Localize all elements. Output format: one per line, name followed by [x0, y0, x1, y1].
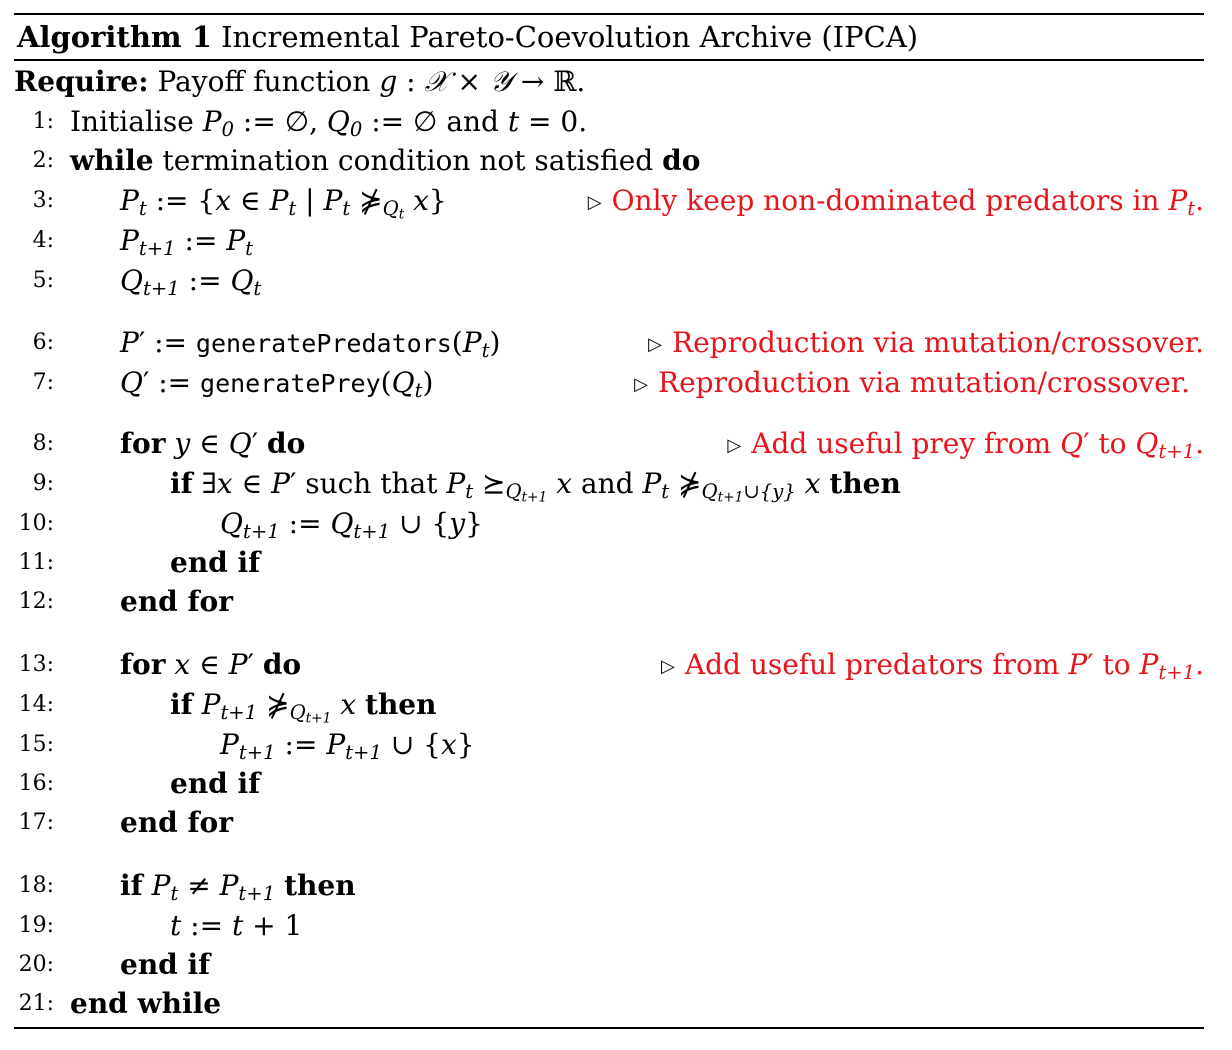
line-code: for x ∈ P′ do	[120, 648, 302, 681]
algorithm-line	[0, 365, 1232, 401]
require-label: Require:	[14, 65, 149, 98]
line-number: 6:	[32, 330, 54, 355]
line-code: $Q_{t+1}$ := $Q_{t+1}$ ∪ {y}	[220, 507, 483, 543]
line-code: end if	[170, 767, 261, 800]
algorithm-line	[0, 727, 1232, 763]
line-number: 14:	[18, 692, 54, 717]
line-code: P′ := $generatePredators(P_t)$	[120, 326, 501, 362]
line-number: 16:	[18, 771, 54, 796]
line-comment: ▷ Only keep non-dominated predators in $P_t$.	[587, 184, 1204, 220]
line-number: 18:	[18, 873, 54, 898]
line-code: $P_{t+1}$ := $P_t$	[120, 224, 254, 260]
algorithm-line	[0, 805, 1232, 841]
line-code: for y ∈ Q′ do	[120, 427, 306, 460]
comment-triangle-icon: ▷	[634, 374, 648, 396]
algorithm-line	[0, 647, 1232, 683]
line-number: 9:	[32, 471, 54, 496]
line-number: 2:	[32, 148, 54, 173]
algorithm-line	[0, 506, 1232, 542]
line-code: if $P_{t+1}$ $⋡_{Q_{t+1}}$ x then	[170, 688, 437, 727]
line-number: 19:	[18, 913, 54, 938]
algorithm-line	[0, 584, 1232, 620]
algorithm-line	[0, 183, 1232, 223]
comment-triangle-icon: ▷	[661, 656, 675, 678]
line-number: 7:	[32, 370, 54, 395]
line-code: end for	[120, 806, 233, 839]
line-code: $Q_{t+1}$ := $Q_t$	[120, 264, 262, 300]
line-number: 11:	[18, 550, 54, 575]
line-code: end for	[120, 585, 233, 618]
caption-rule	[14, 59, 1204, 61]
line-comment: ▷ Add useful predators from P′ to $P_{t+1}$.	[661, 648, 1204, 684]
algorithm-caption	[17, 19, 918, 55]
line-number: 20:	[18, 952, 54, 977]
algorithm-line	[0, 466, 1232, 506]
comment-triangle-icon: ▷	[587, 192, 602, 214]
line-number: 12:	[18, 589, 54, 614]
algorithm-line	[0, 868, 1232, 904]
line-number: 13:	[18, 652, 54, 677]
algorithm-line	[0, 104, 1232, 140]
comment-triangle-icon: ▷	[648, 334, 662, 356]
algorithm-line	[0, 908, 1232, 944]
line-code: while termination condition not satisfied do	[70, 144, 701, 177]
line-number: 3:	[32, 188, 54, 213]
line-code: if ∃x ∈ P′ such that $P_t$ $⪰_{Q_{t+1}}$ x and $P_t$ $⋡_{Q_{t+1}\cup\{y\}}$ x then	[170, 467, 901, 506]
line-code: end if	[120, 948, 211, 981]
algorithm-line	[0, 325, 1232, 361]
line-code: $P_t$ := {x ∈ $P_t$ | $P_t$ $⋡_{Q_t}$ x}	[120, 184, 447, 223]
algorithm-line	[0, 143, 1232, 179]
line-number: 21:	[18, 991, 54, 1016]
top-rule	[14, 13, 1204, 15]
algorithm-label: Algorithm 1	[17, 20, 212, 54]
line-comment: ▷ Reproduction via mutation/crossover.	[634, 366, 1190, 399]
line-code: $P_{t+1}$ := $P_{t+1}$ ∪ {x}	[220, 728, 475, 764]
line-number: 5:	[32, 268, 54, 293]
line-comment: ▷ Add useful prey from Q′ to $Q_{t+1}$.	[727, 427, 1204, 463]
bottom-rule	[14, 1027, 1204, 1029]
line-comment: ▷ Reproduction via mutation/crossover.	[648, 326, 1204, 359]
algorithm-line	[0, 687, 1232, 727]
line-number: 10:	[18, 511, 54, 536]
line-code: Q′ := $generatePrey(Q_t)$	[120, 366, 434, 402]
algorithm-line	[0, 766, 1232, 802]
algorithm-line	[0, 545, 1232, 581]
line-code: end while	[70, 987, 222, 1020]
line-code: t := t + 1	[170, 909, 303, 942]
line-number: 15:	[18, 732, 54, 757]
line-number: 1:	[32, 109, 54, 134]
require-text: Payoff function g : 𝒳 × 𝒴 → ℝ.	[157, 65, 586, 98]
algorithm-line	[0, 263, 1232, 299]
line-code: end if	[170, 546, 261, 579]
line-code: Initialise $P_0$ := ∅, $Q_0$ := ∅ and t = 0.	[70, 105, 588, 141]
algorithm-title: Incremental Pareto-Coevolution Archive (IPCA)	[221, 20, 919, 54]
line-number: 8:	[32, 431, 54, 456]
algorithm-line	[0, 986, 1232, 1022]
algorithm-line	[0, 947, 1232, 983]
algorithm-line	[0, 426, 1232, 462]
line-code: if $P_t \ne P_{t+1}$ then	[120, 869, 356, 905]
comment-triangle-icon: ▷	[727, 435, 742, 457]
algorithm-line	[0, 223, 1232, 259]
line-number: 17:	[18, 810, 54, 835]
require-line	[0, 64, 1232, 100]
line-number: 4:	[32, 228, 54, 253]
